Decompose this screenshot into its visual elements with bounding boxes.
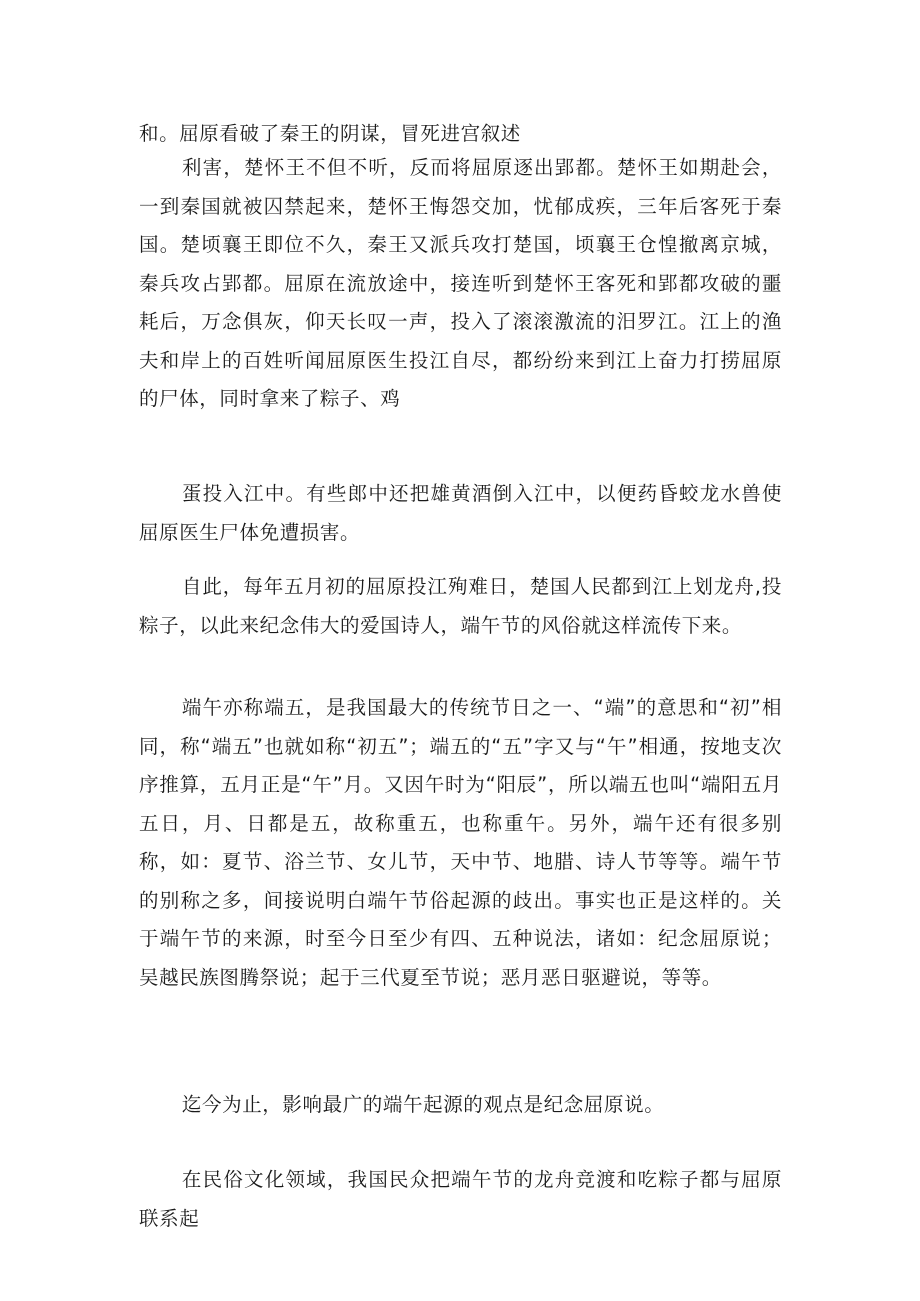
- paragraph-2: 利害，楚怀王不但不听，反而将屈原逐出郢都。楚怀王如期赴会，一到秦国就被囚禁起来，楚怀王悔怨交加，忧郁成疾，三年后客死于秦国。楚顷襄王即位不久，秦王又派兵攻打楚国，顷襄王仓惶撤离京城，秦兵攻占郢都。屈原在流放途中，接连听到楚怀王客死和郢都攻破的噩耗后，万念俱灰，仰天长叹一声，投入了滚滚激流的汨罗江。江上的渔夫和岸上的百姓听闻屈原医生投江自尽，都纷纷来到江上奋力打捞屈原的尸体，同时拿来了粽子、鸡: [139, 156, 782, 410]
- paragraph-3: 蛋投入江中。有些郎中还把雄黄酒倒入江中，以便药昏蛟龙水兽使屈原医生尸体免遭损害。: [139, 482, 782, 544]
- paragraph-1: 和。屈原看破了秦王的阴谋，冒死进宫叙述: [139, 122, 521, 145]
- paragraph-6: 迄今为止，影响最广的端午起源的观点是纪念屈原说。: [181, 1093, 665, 1116]
- paragraph-7: 在民俗文化领域，我国民众把端午节的龙舟竞渡和吃粽子都与屈原联系起: [139, 1168, 782, 1230]
- paragraph-4: 自此，每年五月初的屈原投江殉难日，楚国人民都到江上划龙舟,投粽子，以此来纪念伟大的爱国诗人，端午节的风俗就这样流传下来。: [139, 575, 782, 637]
- paragraph-5: 端午亦称端五，是我国最大的传统节日之一、“端”的意思和“初”相同，称“端五”也就如称“初五”；端五的“五”字又与“午”相通，按地支次序推算，五月正是“午”月。又因午时为“阳辰”，所以端五也叫“端阳五月五日，月、日都是五，故称重五，也称重午。另外，端午还有很多别称，如：夏节、浴兰节、女儿节，天中节、地腊、诗人节等等。端午节的别称之多，间接说明白端午节俗起源的歧出。事实也正是这样的。关于端午节的来源，时至今日至少有四、五种说法，诸如：纪念屈原说；吴越民族图腾祭说；起于三代夏至节说；恶月恶日驱避说，等等。: [139, 696, 782, 989]
